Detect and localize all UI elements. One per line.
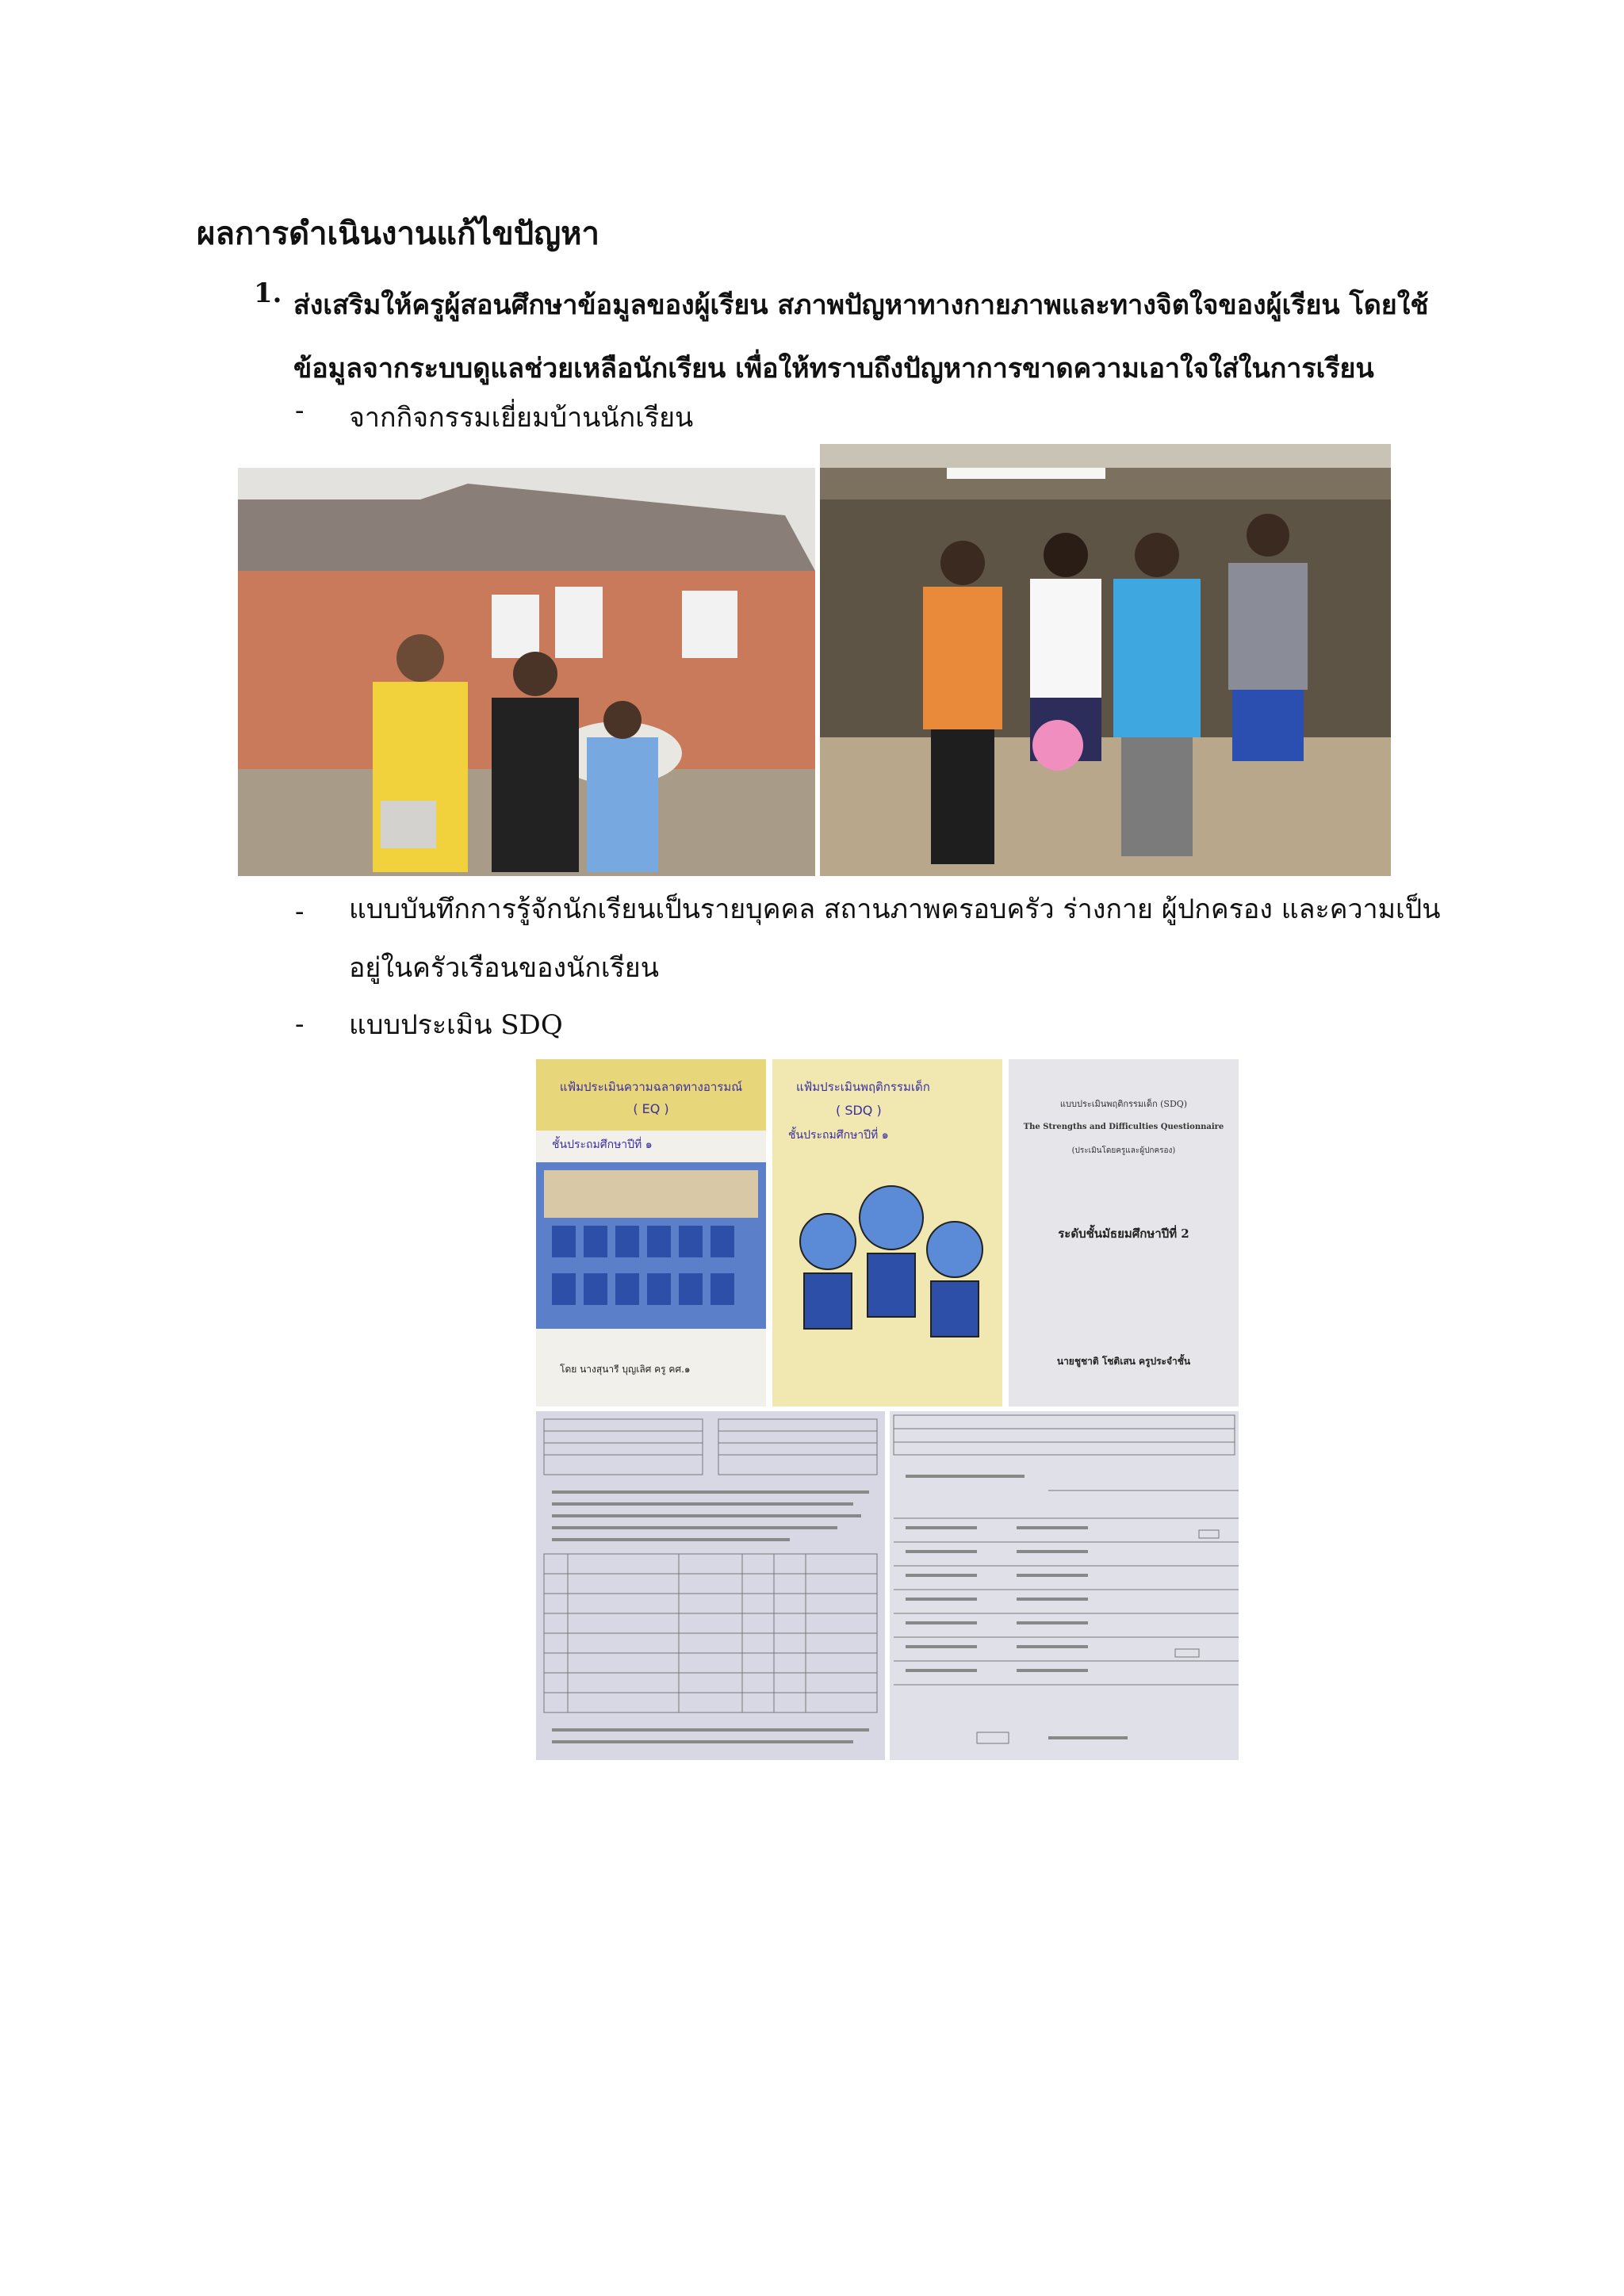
- eq-cover-author: โดย นางสุนารี บุญเลิศ ครู คศ.๑: [560, 1364, 691, 1375]
- home-visit-photo-2: [820, 444, 1391, 876]
- sdq-form-image: [1009, 1059, 1239, 1406]
- item-text: ส่งเสริมให้ครูผู้สอนศึกษาข้อมูลของผู้เรียน สภาพปัญหาทางกายภาพและทางจิตใจของผู้เรียน โดยใช้ข้อมูลจากระบบดูแลช่วยเหลือนักเรียน เพื่อให้ทราบถึงปัญหาการขาดความเอาใจใส่ในการเรียน: [293, 289, 1429, 385]
- home-visit-photo-1: [238, 468, 815, 876]
- bullet-dash: -: [295, 896, 304, 928]
- sdq-form-subtitle: The Strengths and Difficulties Questionnaire: [1023, 1123, 1224, 1131]
- bullet-dash: -: [295, 1008, 304, 1040]
- item-number: 1.: [254, 277, 282, 309]
- sdq-form-teacher: นายชูชาติ โชติเสน ครูประจำชั้น: [1056, 1356, 1191, 1367]
- bullet-student-record: แบบบันทึกการรู้จักนักเรียนเป็นรายบุคคล สถานภาพครอบครัว ร่างกาย ผู้ปกครอง และความเป็นอยู่ในครัวเรือนของนักเรียน: [349, 894, 1441, 984]
- sdq-cover-code: ( SDQ ): [836, 1103, 882, 1118]
- sdq-score-sheet-image: [890, 1411, 1239, 1760]
- sdq-form-level: ระดับชั้นมัธยมศึกษาปีที่ 2: [1058, 1226, 1189, 1241]
- page-title: ผลการดำเนินงานแก้ไขปัญหา: [197, 215, 600, 252]
- bullet-dash: -: [295, 395, 304, 427]
- eq-cover-image: [536, 1059, 766, 1406]
- eq-cover-grade: ชั้นประถมศึกษาปีที่ ๑: [552, 1138, 653, 1151]
- eq-cover-title: แฟ้มประเมินความฉลาดทางอารมณ์: [559, 1080, 743, 1094]
- sdq-cover-title: แฟ้มประเมินพฤติกรรมเด็ก: [796, 1080, 930, 1094]
- eq-cover-code: ( EQ ): [633, 1101, 669, 1116]
- sdq-form-note: (ประเมินโดยครูและผู้ปกครอง): [1071, 1146, 1176, 1155]
- sdq-form-title: แบบประเมินพฤติกรรมเด็ก (SDQ): [1059, 1099, 1188, 1109]
- bullet-sdq: แบบประเมิน SDQ: [349, 1009, 563, 1041]
- sdq-cover-image: [772, 1059, 1002, 1406]
- sdq-cover-grade: ชั้นประถมศึกษาปีที่ ๑: [788, 1129, 889, 1142]
- sdq-worksheet-image: [536, 1411, 885, 1760]
- bullet-home-visit: จากกิจกรรมเยี่ยมบ้านนักเรียน: [349, 402, 694, 434]
